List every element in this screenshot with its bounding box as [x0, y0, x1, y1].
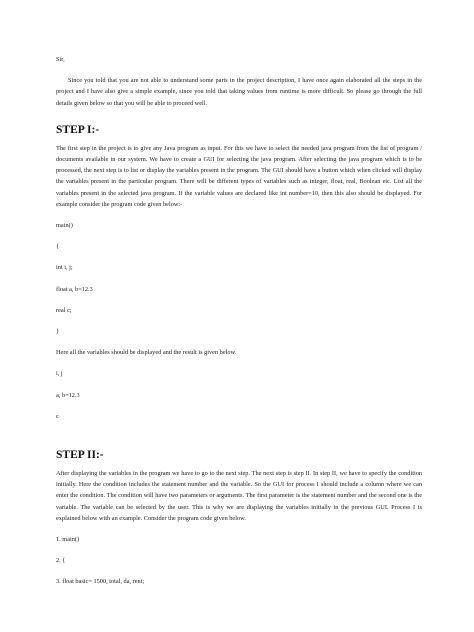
code-line: int i, j;: [56, 264, 73, 272]
result-line: c: [56, 412, 59, 420]
intro-paragraph: Since you told that you are not able to understand some parts in the project description, I have once again elaborated all the steps in the project and I have also give a simple example, since you told that taking values from runtime is more difficult. So please go through the full details given below so that you will be able to proceed well.: [56, 77, 422, 107]
step-1-heading: STEP I:-: [56, 123, 100, 136]
code-line: 1. main(): [56, 536, 80, 544]
result-line: a, b=12.3: [56, 391, 80, 399]
code-line: float a, b=12.3: [56, 285, 93, 293]
result-intro: Here all the variables should be displayed and the result is given below.: [56, 349, 237, 357]
code-line: main(): [56, 222, 73, 230]
code-line: 3. float basic= 1500, total, da, rent;: [56, 578, 145, 586]
salutation: Sir,: [56, 56, 65, 63]
code-line: {: [56, 243, 60, 251]
code-line: real c;: [56, 306, 72, 314]
result-line: i, j: [56, 370, 63, 378]
step-2-paragraph: After displaying the variables in the program we have to go to the next step. The next step is step II. In step II, we have to specify the condition initially. Here the condition includes the statement number and the variable. So the GUI for process I should include a column where we can enter the condition. The condition will have two parameters or arguments. The first parameter is the statement number and the second one is the variable. The variable can be selected by the user. This is why we are displaying the variables initially in the previous GUI. Process I is explained below with an example. Consider the program code given below.: [56, 470, 422, 522]
code-line: 2. {: [56, 557, 66, 565]
document-body: [56, 54, 422, 588]
step-2-heading: STEP II:-: [56, 449, 104, 462]
code-line: }: [56, 328, 60, 336]
step-1-paragraph: The first step in the project is to give any Java program as input. For this we have to select the needed java program from the list of program / documents available in our system. We have to create a GUI for selecting the java program. After selecting the java program which is to be processed, the next step is to list or display the variables present in the program. The GUI should have a button which when clicked will display the variables present in the particular program. There will be different types of variables such as integer, float, real, Boolean etc. List all the variables present in the selected java program. If the variable values are declared like int number=10, then this also should be displayed. For example consider the program code given below:-: [56, 144, 422, 208]
